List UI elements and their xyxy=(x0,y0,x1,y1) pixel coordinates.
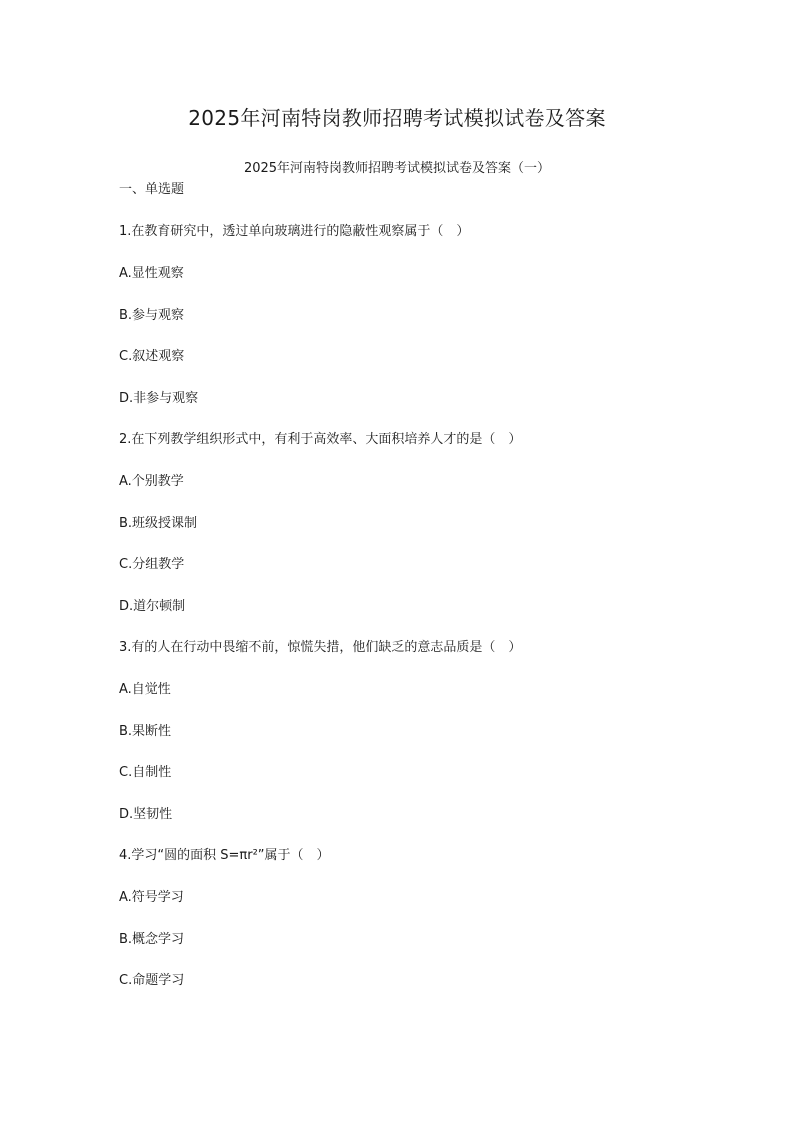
question-1-option-a: A.显性观察 xyxy=(119,266,184,281)
question-4-option-a: A.符号学习 xyxy=(119,890,184,905)
section-heading: 一、单选题 xyxy=(119,182,185,197)
question-4-option-c: C.命题学习 xyxy=(119,973,185,988)
question-1-option-b: B.参与观察 xyxy=(119,308,185,323)
question-2-option-c: C.分组教学 xyxy=(119,557,185,572)
document-title: 2025年河南特岗教师招聘考试模拟试卷及答案 xyxy=(188,106,606,130)
question-1-option-c: C.叙述观察 xyxy=(119,349,185,364)
question-3-option-a: A.自觉性 xyxy=(119,682,171,697)
question-3-option-c: C.自制性 xyxy=(119,765,172,780)
question-2-option-d: D.道尔顿制 xyxy=(119,599,186,614)
question-4-option-b: B.概念学习 xyxy=(119,932,185,947)
question-2-option-a: A.个别教学 xyxy=(119,474,184,489)
question-2-option-b: B.班级授课制 xyxy=(119,516,198,531)
question-3-option-b: B.果断性 xyxy=(119,724,172,739)
question-4-stem: 4.学习“圆的面积 S=πr²”属于（ ） xyxy=(119,848,330,863)
question-1-stem: 1.在教育研究中，透过单向玻璃进行的隐蔽性观察属于（ ） xyxy=(119,224,470,239)
question-3-option-d: D.坚韧性 xyxy=(119,807,173,822)
question-2-stem: 2.在下列教学组织形式中，有利于高效率、大面积培养人才的是（ ） xyxy=(119,432,522,447)
question-1-option-d: D.非参与观察 xyxy=(119,391,199,406)
document-subtitle: 2025年河南特岗教师招聘考试模拟试卷及答案（一） xyxy=(243,161,551,176)
question-3-stem: 3.有的人在行动中畏缩不前，惊慌失措，他们缺乏的意志品质是（ ） xyxy=(119,640,522,655)
